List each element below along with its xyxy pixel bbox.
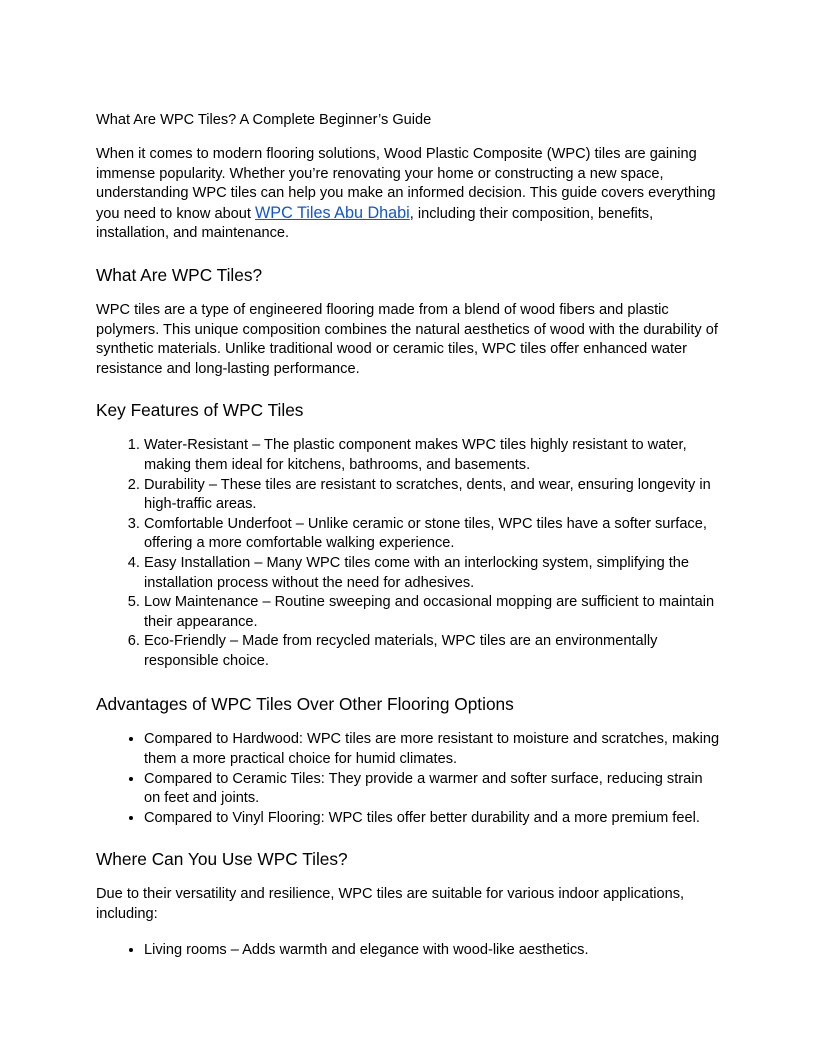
key-features-heading: Key Features of WPC Tiles (96, 400, 304, 421)
feature-item: 6. Eco-Friendly – Made from recycled materials, WPC tiles are an environmentally responsible choice. (144, 632, 722, 671)
key-features-list (96, 436, 722, 671)
intro-paragraph (96, 145, 722, 244)
feature-item: 2. Durability – These tiles are resistant to scratches, dents, and wear, ensuring longevity in high-traffic areas. (144, 476, 722, 515)
advantage-item: • Compared to Ceramic Tiles: They provide a warmer and softer surface, reducing strain on feet and joints. (144, 770, 722, 809)
wpc-tiles-abu-dhabi-link[interactable]: WPC Tiles Abu Dhabi (255, 203, 410, 222)
advantages-heading: Advantages of WPC Tiles Over Other Flooring Options (96, 694, 514, 715)
document-page (96, 110, 722, 979)
use-item: • Living rooms – Adds warmth and elegance with wood-like aesthetics. (144, 941, 722, 961)
advantage-item: • Compared to Hardwood: WPC tiles are more resistant to moisture and scratches, making them a more practical choice for humid climates. (144, 730, 722, 769)
intro-text-after-link: , including their composition, benefits, installation, and maintenance. (96, 205, 654, 242)
advantage-item: • Compared to Vinyl Flooring: WPC tiles offer better durability and a more premium feel. (144, 809, 722, 829)
intro-text-before-link: When it comes to modern flooring solutions, Wood Plastic Composite (WPC) tiles are gaining immense popularity. Whether you’re renovating your home or constructing a new space, understanding WPC tiles can help you make an informed decision. This guide covers everything you need to know about (96, 146, 716, 222)
uses-paragraph: Due to their versatility and resilience, WPC tiles are suitable for various indoor applications, including: (96, 886, 685, 923)
feature-item: 3. Comfortable Underfoot – Unlike ceramic or stone tiles, WPC tiles have a softer surface, offering a more comfortable walking experience. (144, 515, 722, 554)
what-are-heading: What Are WPC Tiles? (96, 264, 263, 285)
what-are-paragraph: WPC tiles are a type of engineered flooring made from a blend of wood fibers and plastic polymers. This unique composition combines the natural aesthetics of wood with the durability of synthetic materials. Unlike traditional wood or ceramic tiles, WPC tiles offer enhanced water resistance and long-lasting performance. (96, 301, 718, 377)
document-title: What Are WPC Tiles? A Complete Beginner’s Guide (96, 112, 432, 128)
feature-item: 1. Water-Resistant – The plastic component makes WPC tiles highly resistant to water, making them ideal for kitchens, bathrooms, and basements. (144, 436, 722, 475)
uses-heading: Where Can You Use WPC Tiles? (96, 849, 348, 870)
uses-list (96, 941, 722, 961)
advantages-list (96, 730, 722, 828)
feature-item: 5. Low Maintenance – Routine sweeping and occasional mopping are sufficient to maintain their appearance. (144, 593, 722, 632)
feature-item: 4. Easy Installation – Many WPC tiles come with an interlocking system, simplifying the installation process without the need for adhesives. (144, 554, 722, 593)
